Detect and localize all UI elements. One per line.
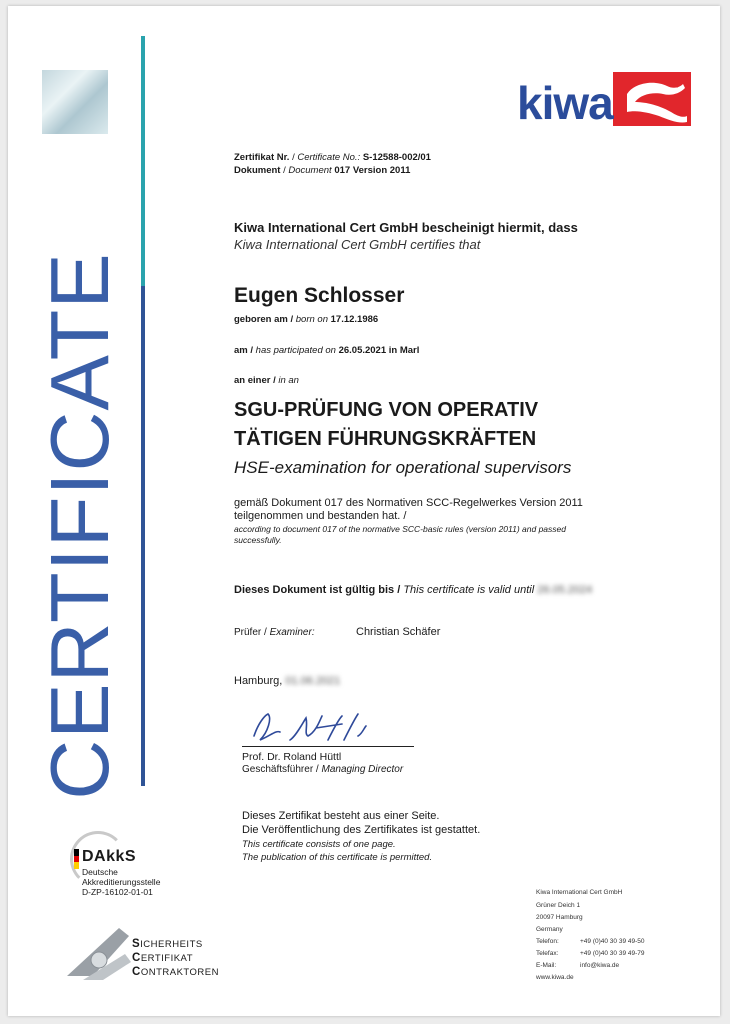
- address-email: info@kiwa.de: [580, 962, 620, 969]
- birth-date-line: geboren am / born on 17.12.1986: [234, 314, 379, 325]
- document-line: Dokument / Document 017 Version 2011: [234, 165, 411, 176]
- intro-german: Kiwa International Cert GmbH bescheinigt hiermit, dass: [234, 220, 578, 235]
- validity-date-redacted: 26.05.2024: [537, 584, 593, 596]
- address-phone: +49 (0)40 30 39 49-50: [580, 938, 645, 945]
- address-fax-label: Telefax:: [536, 950, 559, 957]
- address-city: 20097 Hamburg: [536, 914, 583, 921]
- address-fax: +49 (0)40 30 39 49-79: [580, 950, 645, 957]
- note-german-line2: Die Veröffentlichung des Zertifikates ist gestattet.: [242, 824, 481, 836]
- address-street: Grüner Deich 1: [536, 902, 581, 909]
- dakks-accreditation-number: D-ZP-16102-01-01: [82, 887, 153, 897]
- scc-line1: SICHERHEITS: [132, 938, 203, 950]
- examiner-name: Christian Schäfer: [356, 626, 441, 638]
- exam-title-line1: SGU-PRÜFUNG VON OPERATIV: [234, 399, 539, 421]
- holder-name: Eugen Schlosser: [234, 284, 405, 307]
- participation-line: am / has participated on 26.05.2021 in Marl: [234, 345, 420, 356]
- note-english-line1: This certificate consists of one page.: [242, 839, 396, 850]
- exam-title-line2: TÄTIGEN FÜHRUNGSKRÄFTEN: [234, 428, 537, 450]
- kiwa-logo: [513, 72, 693, 134]
- dakks-line1: Deutsche: [82, 867, 118, 877]
- decorative-blue-line: [141, 286, 145, 786]
- signature-image: [246, 706, 406, 748]
- address-phone-label: Telefon:: [536, 938, 559, 945]
- basis-german-line2: teilgenommen und bestanden hat. /: [234, 510, 407, 522]
- signatory-name: Prof. Dr. Roland Hüttl: [242, 751, 342, 763]
- kiwa-logo-text: kiwa: [517, 77, 613, 129]
- note-german-line1: Dieses Zertifikat besteht aus einer Seite.: [242, 810, 440, 822]
- german-flag-icon: [74, 849, 79, 869]
- basis-english-line1: according to document 017 of the normative SCC-basic rules (version 2011) and passed: [234, 524, 566, 534]
- basis-english-line2: successfully.: [234, 535, 282, 545]
- weasel-icon: [613, 72, 691, 126]
- certificate-number-line: Zertifikat Nr. / Certificate No.: S-12588-002/01: [234, 152, 431, 163]
- decorative-teal-line: [141, 36, 145, 286]
- scc-line3: CONTRAKTOREN: [132, 966, 219, 978]
- scc-logo-icon: [63, 924, 133, 982]
- validity-line: Dieses Dokument ist gültig bis / This certificate is valid until 26.05.2024: [234, 584, 593, 596]
- issue-date-redacted: 01.06.2021: [285, 675, 341, 687]
- note-english-line2: The publication of this certificate is permitted.: [242, 852, 433, 863]
- scc-line2: CERTIFIKAT: [132, 952, 193, 964]
- examiner-label: Prüfer / Examiner:: [234, 627, 315, 638]
- address-company: Kiwa International Cert GmbH: [536, 889, 623, 896]
- an-einer-line: an einer / in an: [234, 375, 299, 386]
- exam-subtitle-english: HSE-examination for operational supervisors: [234, 458, 572, 477]
- signature-line: [242, 746, 414, 747]
- dakks-brand: DAkkS: [82, 848, 137, 865]
- signatory-title: Geschäftsführer / Managing Director: [242, 764, 404, 775]
- certificate-page: CERTIFICATE kiwa Zertifikat Nr. / Certificate No.: S-12588-002/01 Dokument / Document 017 Version 2011 Kiwa International Cert GmbH bescheinigt hiermit, dass Kiwa International Cert GmbH certifies that Eugen Schlosser geboren am / born on 17.12.1986 am / has participated on 26.05.2021 in Marl an einer / in an SGU-PRÜFUNG VON OPERATIV TÄTIGEN FÜHRUNGSKRÄFTEN HSE-examination for operational supervisors gemäß Dokument 017 des Normativen SCC-Regelwerkes Version 2011 teilgenommen und bestanden hat. / according to document 017 of the normative SCC-basic rules (version 2011) and passed successfully. Dieses Dokument ist gültig bis / This certificate is valid until 26.05.2024 Prüfer / Examiner: Christian Schäfer Hamburg, 01.06.2021 Prof. Dr. Roland Hüttl Geschäftsführer / Managing Director Dieses Zertifikat besteht aus einer Seite. Die Veröffentlichung des Zertifikates ist gestattet. This certificate consists of one page. The publication of this certificate is permitted. DAkkS Deutsche Akkreditierungsstelle D-ZP-16102-01-01 SICHERHEITS CERTIFIKAT CONTRAKTOREN Kiwa International Cert GmbH Grüner Deich 1 20097 Hamburg Germany Telefon: +49 (0)40 30 39 49-50 Telefax: +49 (0)40 30 39 49-79 E-Mail: info@kiwa.de www.kiwa.de: [8, 6, 720, 1016]
- address-email-label: E-Mail:: [536, 962, 557, 969]
- basis-german-line1: gemäß Dokument 017 des Normativen SCC-Regelwerkes Version 2011: [234, 497, 583, 509]
- address-country: Germany: [536, 926, 563, 933]
- kiwa-logo-red-block: [613, 72, 691, 126]
- dakks-line2: Akkreditierungsstelle: [82, 877, 161, 887]
- place-date-line: Hamburg, 01.06.2021: [234, 675, 341, 687]
- address-website: www.kiwa.de: [536, 974, 574, 981]
- hologram-seal: [42, 70, 108, 134]
- intro-english: Kiwa International Cert GmbH certifies that: [234, 237, 481, 252]
